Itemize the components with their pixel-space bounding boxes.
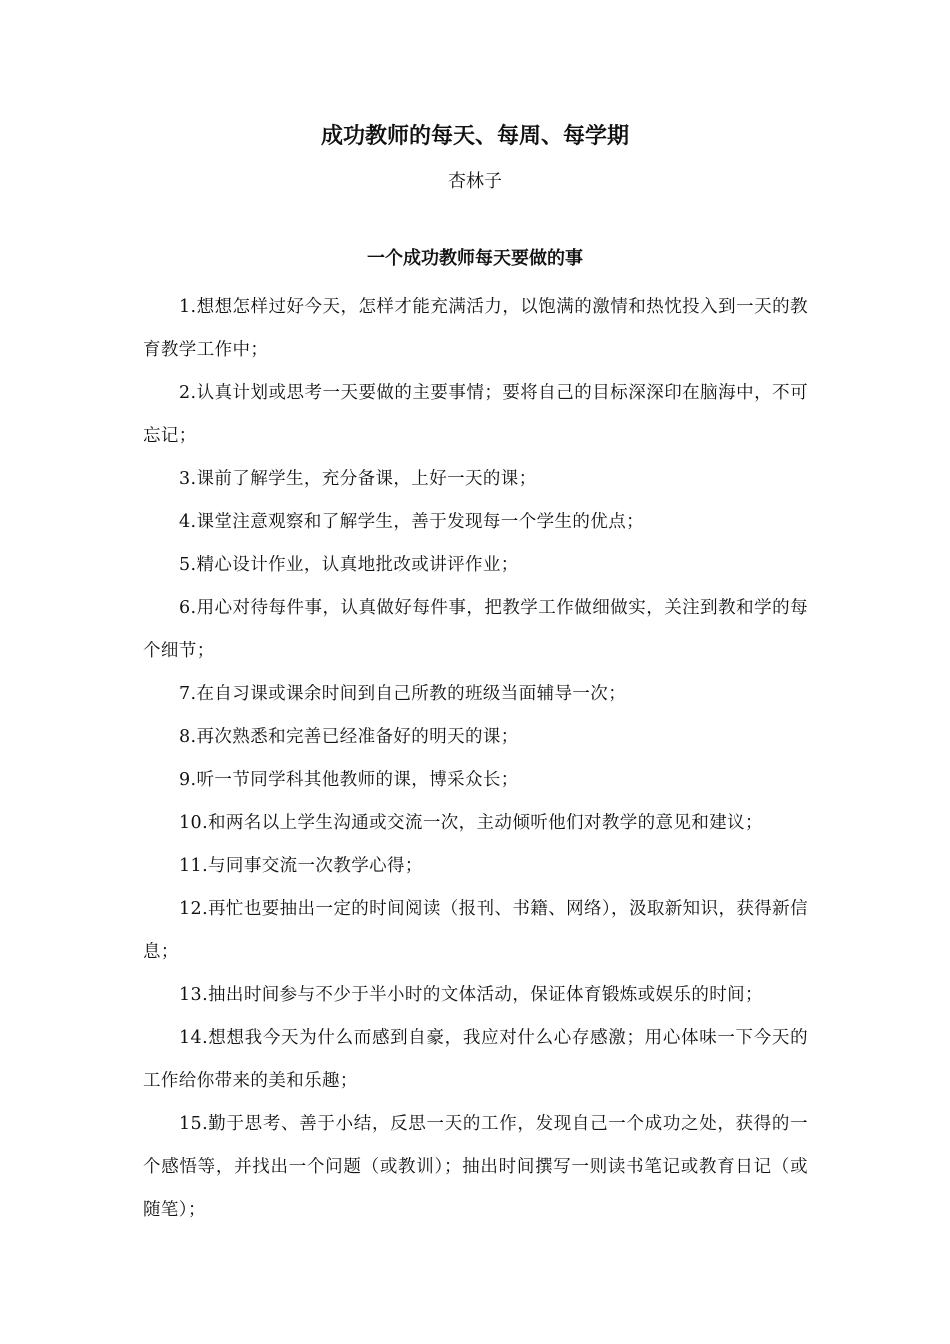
list-item: 12.再忙也要抽出一定的时间阅读（报刊、书籍、网络），汲取新知识，获得新信息； xyxy=(143,899,808,962)
section-heading: 一个成功教师每天要做的事 xyxy=(367,248,583,269)
list-item: 8.再次熟悉和完善已经准备好的明天的课； xyxy=(179,727,519,747)
list-item: 1.想想怎样过好今天，怎样才能充满活力，以饱满的激情和热忱投入到一天的教育教学工作中； xyxy=(143,297,808,360)
list-item: 4.课堂注意观察和了解学生，善于发现每一个学生的优点； xyxy=(179,512,644,532)
list-item: 9.听一节同学科其他教师的课，博采众长； xyxy=(179,770,519,790)
list-item: 2.认真计划或思考一天要做的主要事情；要将自己的目标深深印在脑海中，不可忘记； xyxy=(143,383,808,446)
list-item: 5.精心设计作业，认真地批改或讲评作业； xyxy=(179,555,519,575)
document-title: 成功教师的每天、每周、每学期 xyxy=(320,124,629,149)
daily-task-list xyxy=(143,286,808,1232)
list-item: 14.想想我今天为什么而感到自豪，我应对什么心存感激；用心体味一下今天的工作给你带来的美和乐趣； xyxy=(143,1028,808,1091)
list-item: 7.在自习课或课余时间到自己所教的班级当面辅导一次； xyxy=(179,684,627,704)
list-item: 13.抽出时间参与不少于半小时的文体活动，保证体育锻炼或娱乐的时间； xyxy=(179,985,763,1005)
list-item: 15.勤于思考、善于小结，反思一天的工作，发现自己一个成功之处，获得的一个感悟等，并找出一个问题（或教训）；抽出时间撰写一则读书笔记或教育日记（或随笔）； xyxy=(143,1114,808,1220)
list-item: 11.与同事交流一次教学心得； xyxy=(179,856,423,876)
list-item: 3.课前了解学生，充分备课，上好一天的课； xyxy=(179,469,537,489)
list-item: 10.和两名以上学生沟通或交流一次，主动倾听他们对教学的意见和建议； xyxy=(179,813,763,833)
document-author: 杏林子 xyxy=(448,171,502,192)
list-item: 6.用心对待每件事，认真做好每件事，把教学工作做细做实，关注到教和学的每个细节； xyxy=(143,598,808,661)
